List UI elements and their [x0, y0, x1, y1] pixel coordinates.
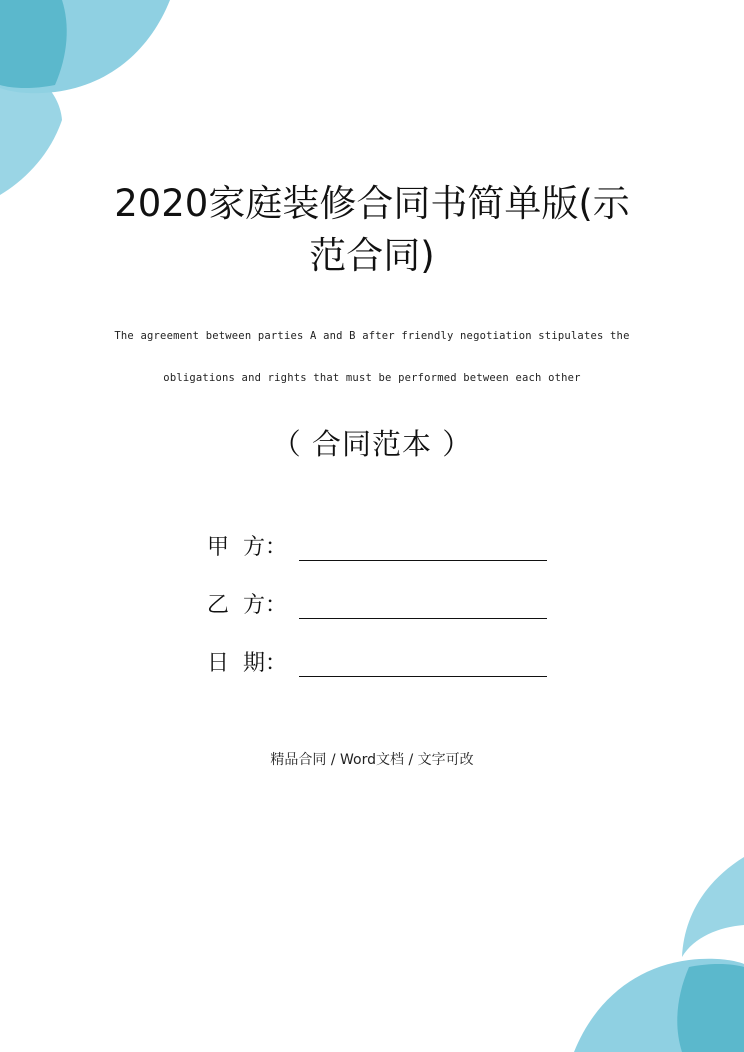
title-line-1: 2020家庭装修合同书简单版(示 — [114, 182, 630, 225]
title-line-2: 范合同) — [309, 234, 435, 277]
party-a-blank-line[interactable] — [299, 534, 547, 561]
party-b-blank-line[interactable] — [299, 592, 547, 619]
document-footer: 精品合同 / Word文档 / 文字可改 — [270, 752, 474, 768]
party-a-field — [207, 531, 547, 561]
document-subtitle: （ 合同范本 ） — [271, 427, 473, 461]
document-title — [0, 178, 744, 282]
party-b-field — [207, 589, 547, 619]
date-label: 日 期： — [207, 651, 287, 676]
decor-shape-dark — [0, 0, 67, 88]
party-b-label: 乙 方： — [207, 593, 287, 618]
corner-decoration-top-left — [0, 0, 175, 195]
date-field — [207, 647, 547, 677]
decor-shape-upper — [682, 857, 744, 957]
decor-shape-dark — [677, 964, 744, 1052]
english-description-line-2: obligations and rights that must be performed between each other — [163, 372, 581, 384]
english-description-line-1: The agreement between parties A and B after friendly negotiation stipulates the — [114, 330, 630, 342]
date-blank-line[interactable] — [299, 650, 547, 677]
corner-decoration-bottom-right — [569, 857, 744, 1052]
party-a-label: 甲 方： — [207, 535, 287, 560]
